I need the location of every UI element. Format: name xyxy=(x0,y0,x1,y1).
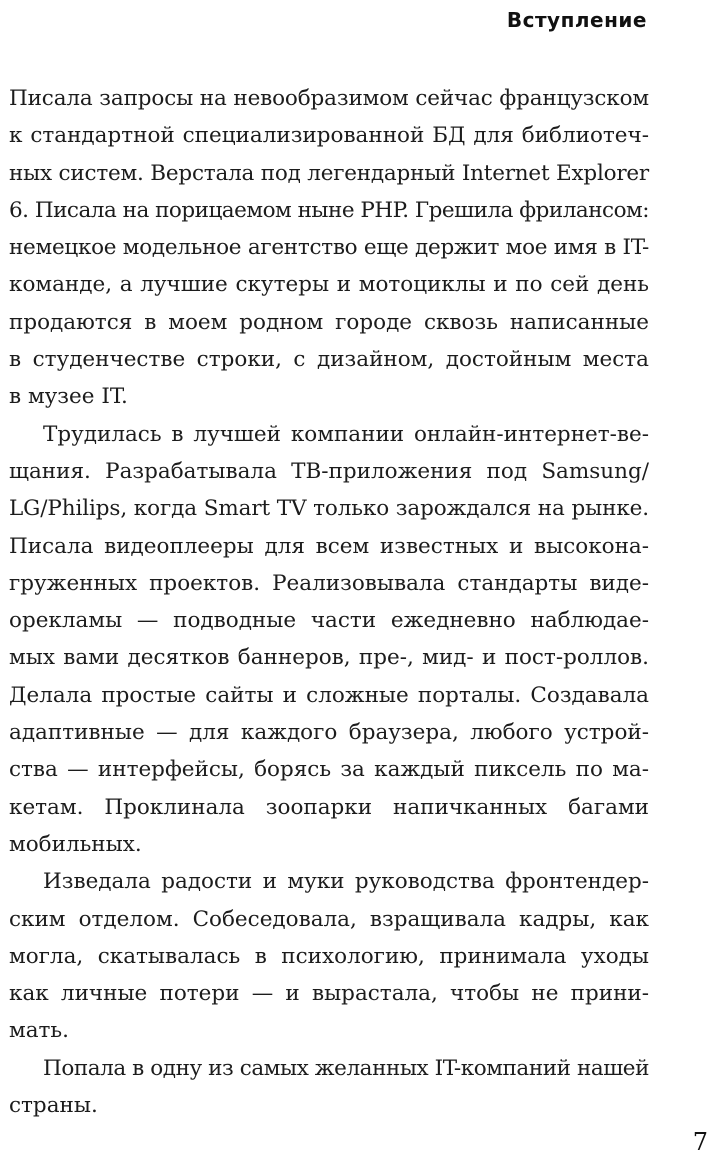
text-line: Изведала радости и муки руководства фронтендер- xyxy=(43,869,649,895)
text-line: к стандартной специализированной БД для библиотеч- xyxy=(9,123,649,149)
text-line: щания. Разрабатывала ТВ-приложения под Samsung/ xyxy=(9,458,649,484)
text-line: 6. Писала на порицаемом ныне PHP. Грешила фрилансом: xyxy=(9,197,649,223)
text-line: мать. xyxy=(9,1018,69,1044)
text-line: мых вами десятков баннеров, пре-, мид- и пост-роллов. xyxy=(9,645,649,671)
text-line: страны. xyxy=(9,1093,98,1119)
text-line: адаптивные — для каждого браузера, любого устрой- xyxy=(9,720,649,746)
text-line: кетам. Проклинала зоопарки напичканных багами xyxy=(9,794,649,820)
text-line: ства — интерфейсы, борясь за каждый пиксель по ма- xyxy=(9,757,649,783)
text-line: орекламы — подводные части ежедневно наблюдае- xyxy=(9,608,649,634)
running-head: Вступление xyxy=(506,8,647,32)
paragraph-2 xyxy=(9,416,649,864)
body-text xyxy=(9,80,649,1124)
text-line: Писала запросы на невообразимом сейчас французском xyxy=(9,86,649,111)
text-line: в студенчестве строки, с дизайном, достойным места xyxy=(9,347,649,373)
text-line: Писала видеоплееры для всем известных и высокона- xyxy=(9,533,649,559)
text-line: груженных проектов. Реализовывала стандарты виде- xyxy=(9,570,649,596)
text-line: мобильных. xyxy=(9,831,142,857)
text-line: как личные потери — и вырастала, чтобы не прини- xyxy=(9,981,649,1007)
text-line: немецкое модельное агентство еще держит мое имя в IT- xyxy=(9,235,649,261)
text-line: LG/Philips, когда Smart TV только зарождался на рынке. xyxy=(9,496,649,522)
text-line: Делала простые сайты и сложные порталы. Создавала xyxy=(9,682,649,708)
paragraph-3 xyxy=(9,863,649,1049)
text-line: Трудилась в лучшей компании онлайн-интернет-ве- xyxy=(43,421,649,447)
paragraph-1 xyxy=(9,80,649,416)
text-line: Попала в одну из самых желанных IT-компаний нашей xyxy=(43,1055,649,1081)
paragraph-4 xyxy=(9,1050,649,1125)
page-number: 7 xyxy=(692,1128,708,1156)
text-line: в музее IT. xyxy=(9,384,128,410)
text-line: продаются в моем родном городе сквозь написанные xyxy=(9,309,649,335)
text-line: ским отделом. Собеседовала, взращивала кадры, как xyxy=(9,906,649,932)
text-line: команде, а лучшие скутеры и мотоциклы и по сей день xyxy=(9,272,649,298)
text-line: ных систем. Верстала под легендарный Internet Explorer xyxy=(9,160,649,186)
text-line: могла, скатывалась в психологию, принимала уходы xyxy=(9,943,649,969)
